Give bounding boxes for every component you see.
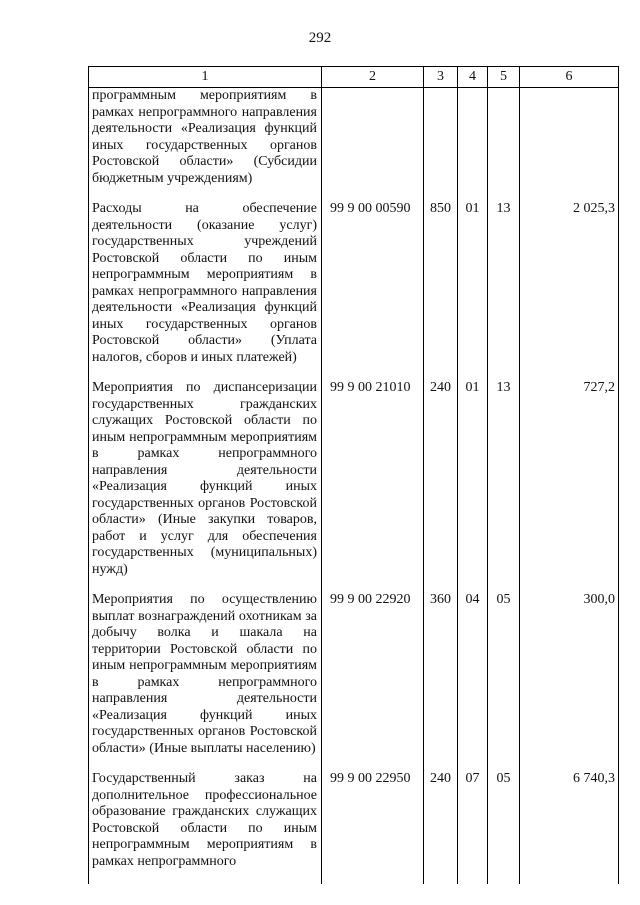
table-row: [89, 771, 619, 884]
row-pr: 13: [488, 201, 520, 380]
row-pr: 05: [488, 771, 520, 884]
column-header-3: 3: [424, 67, 458, 88]
row-code: 99 9 00 21010: [322, 380, 424, 592]
row-pr: 13: [488, 380, 520, 592]
table-row: [89, 380, 619, 592]
budget-table: [88, 66, 619, 884]
row-name: Мероприятия по диспансеризации государственных гражданских служащих Ростовской области по иным непрограммным мероприятиям в рамках непрограммного направления деятельности «Реализация функций иных государственных органов Ростовской области» (Иные закупки товаров, работ и услуг для обеспечения государственных (муниципальных) нужд): [89, 380, 322, 592]
row-amount: 2 025,3: [520, 201, 619, 380]
row-code: [322, 88, 424, 202]
column-header-2: 2: [322, 67, 424, 88]
row-pr: 05: [488, 592, 520, 771]
table-row: [89, 201, 619, 380]
row-vr: 240: [424, 771, 458, 884]
table-row: [89, 592, 619, 771]
column-header-4: 4: [458, 67, 488, 88]
column-header-1: 1: [89, 67, 322, 88]
row-rz: 07: [458, 771, 488, 884]
row-name: программным мероприятиям в рамках непрограммного направления деятельности «Реализация функций иных государственных органов Ростовской области» (Субсидии бюджетным учреждениям): [89, 88, 322, 202]
row-amount: [520, 88, 619, 202]
row-vr: [424, 88, 458, 202]
table-header-row: [89, 67, 619, 88]
row-amount: 6 740,3: [520, 771, 619, 884]
row-rz: 04: [458, 592, 488, 771]
row-code: 99 9 00 22920: [322, 592, 424, 771]
row-vr: 850: [424, 201, 458, 380]
column-header-6: 6: [520, 67, 619, 88]
row-code: 99 9 00 22950: [322, 771, 424, 884]
row-name: Мероприятия по осуществлению выплат вознаграждений охотникам за добычу волка и шакала на территории Ростовской области по иным непрограммным мероприятиям в рамках непрограммного направления деятельности «Реализация функций иных государственных органов Ростовской области» (Иные выплаты населению): [89, 592, 322, 771]
row-code: 99 9 00 00590: [322, 201, 424, 380]
column-header-5: 5: [488, 67, 520, 88]
row-vr: 240: [424, 380, 458, 592]
row-name: Расходы на обеспечение деятельности (оказание услуг) государственных учреждений Ростовской области по иным непрограммным мероприятиям в рамках непрограммного направления деятельности «Реализация функций иных государственных органов Ростовской области» (Уплата налогов, сборов и иных платежей): [89, 201, 322, 380]
row-amount: 300,0: [520, 592, 619, 771]
row-amount: 727,2: [520, 380, 619, 592]
row-pr: [488, 88, 520, 202]
row-rz: [458, 88, 488, 202]
row-rz: 01: [458, 380, 488, 592]
row-rz: 01: [458, 201, 488, 380]
page-number: 292: [308, 30, 332, 46]
row-name: Государственный заказ на дополнительное профессиональное образование гражданских служащих Ростовской области по иным непрограммным мероприятиям в рамках непрограммного: [89, 771, 322, 884]
table-row: [89, 88, 619, 202]
row-vr: 360: [424, 592, 458, 771]
